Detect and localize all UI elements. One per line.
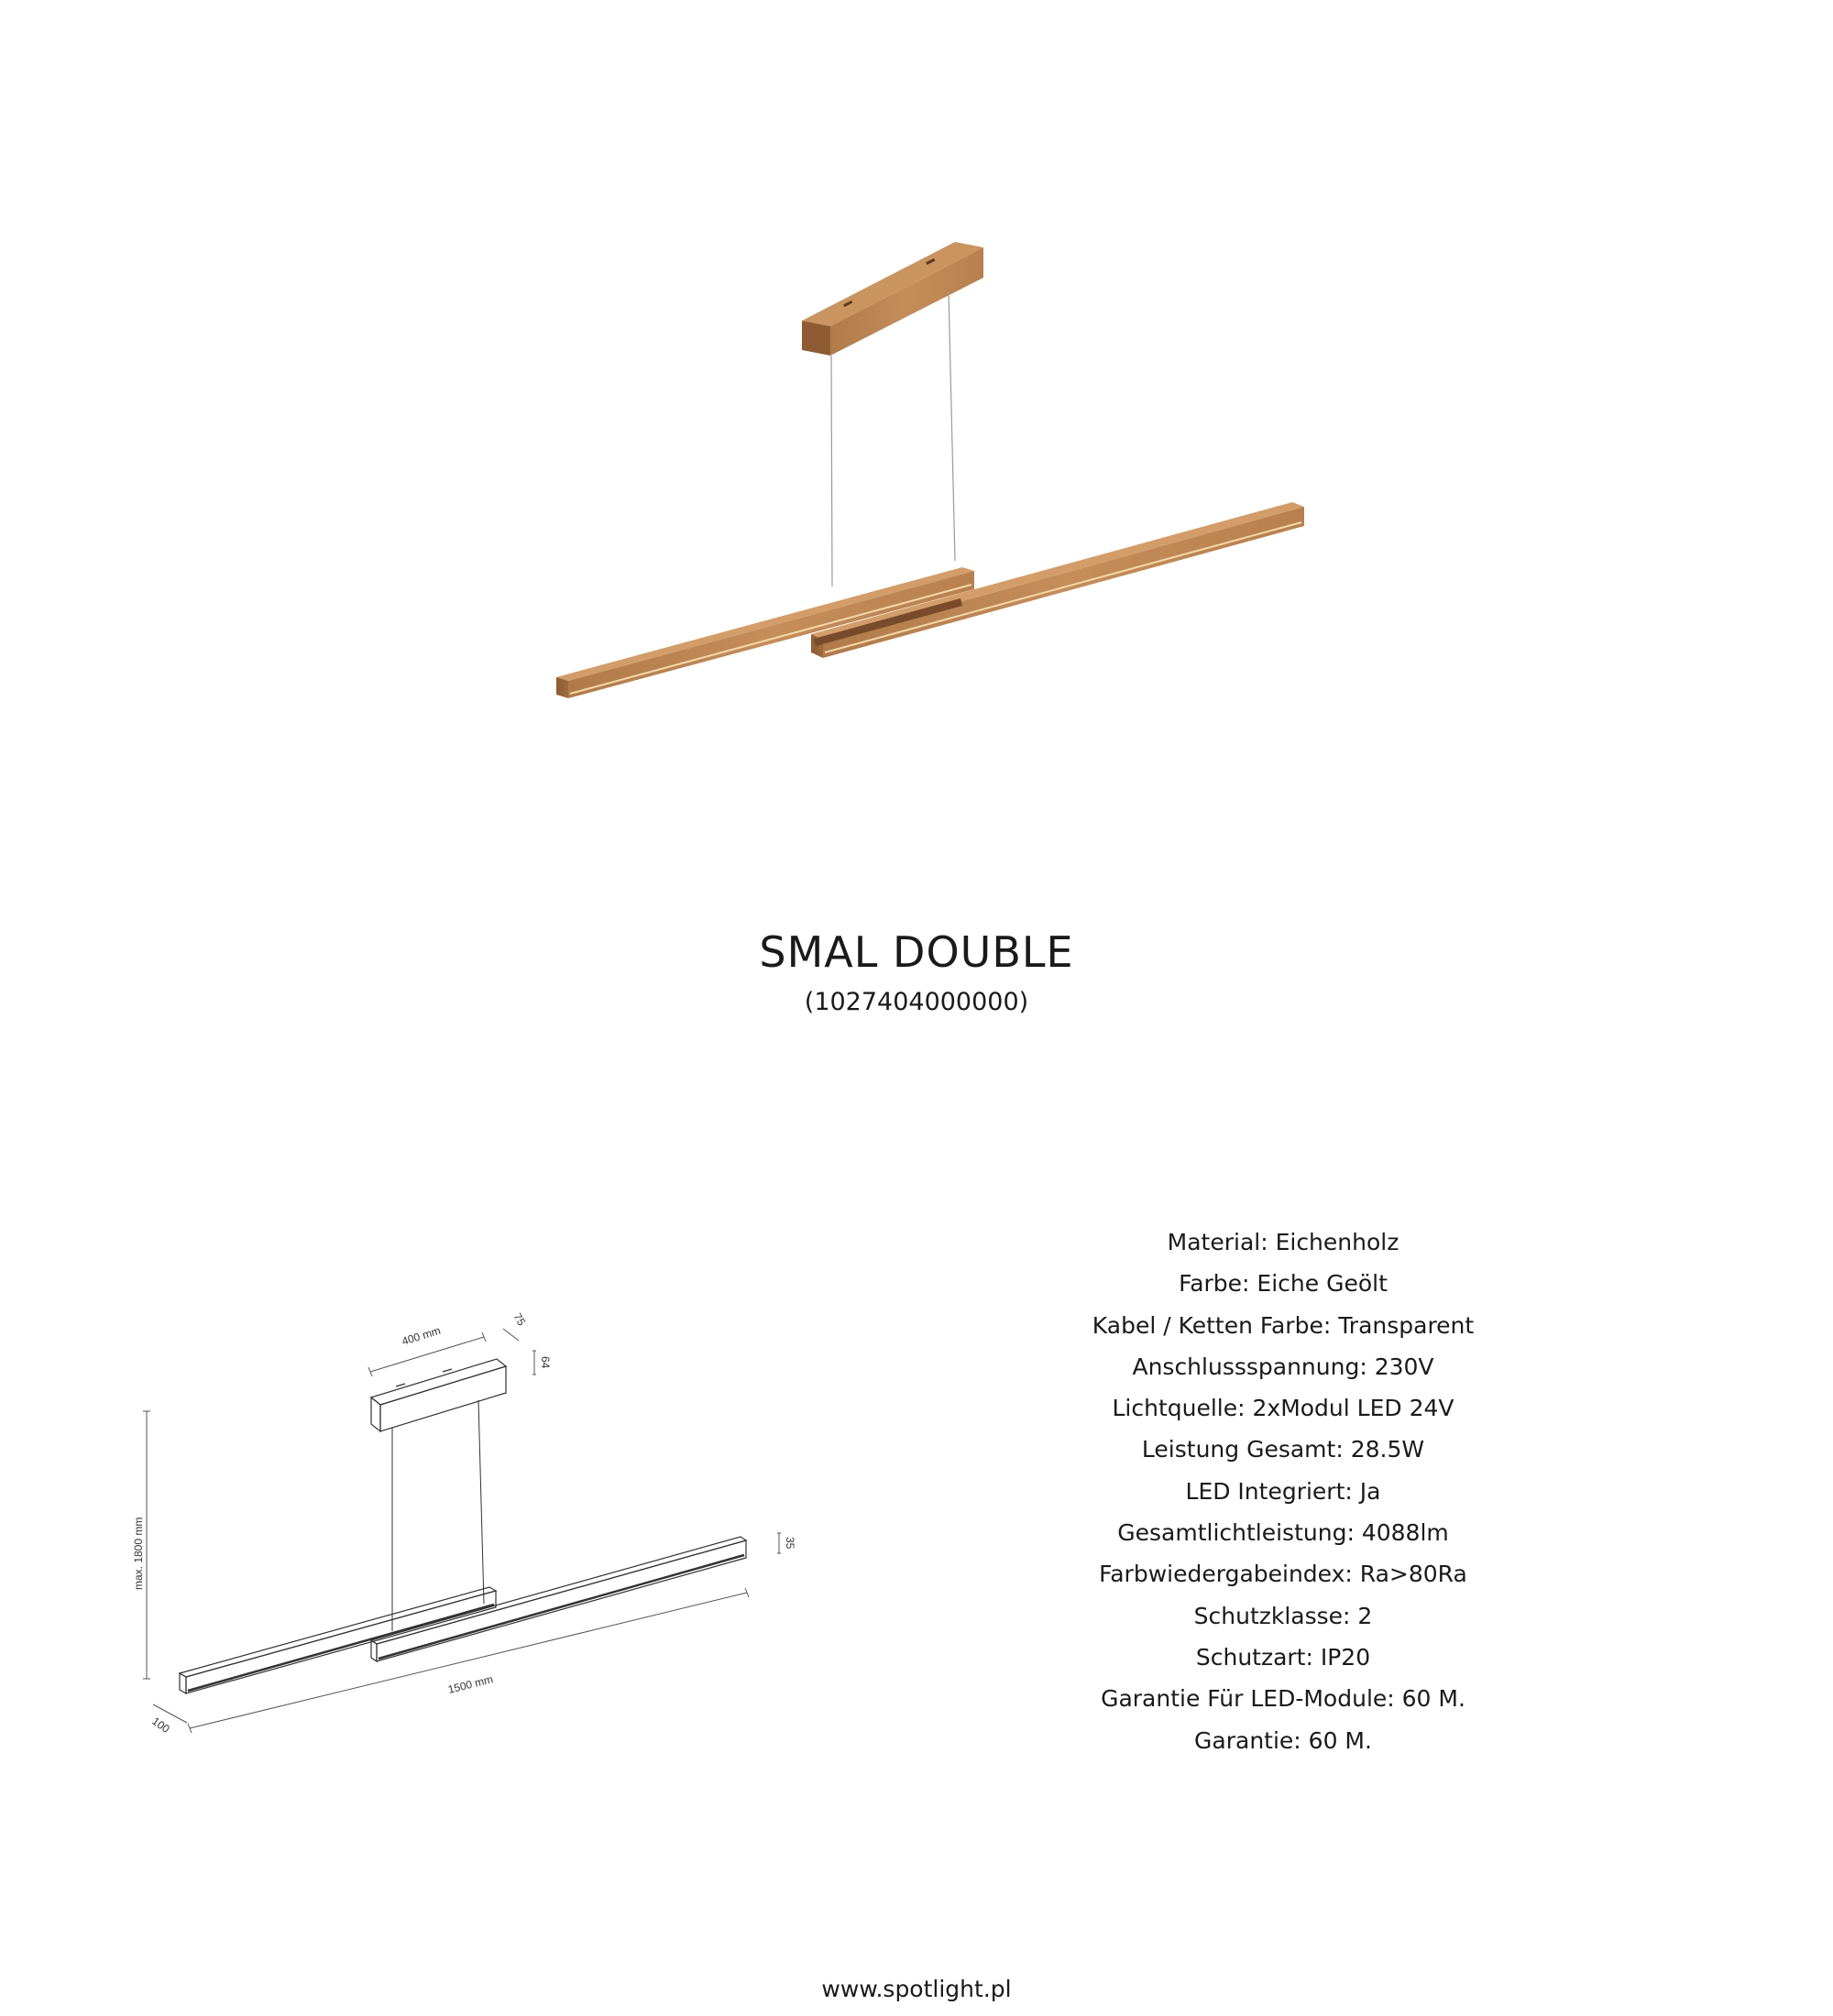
cable-left [831,356,832,586]
cable-right [949,291,955,561]
dim-length: 1500 mm [446,1672,495,1696]
spec-cri: Farbwiedergabeindex: Ra>80Ra [1099,1561,1467,1588]
light-bar-right [811,502,1304,658]
spec-ip-rating: Schutzart: IP20 [1195,1643,1371,1671]
spec-luminous-flux: Gesamtlichtleistung: 4088lm [1117,1519,1449,1547]
technical-drawing [119,1292,825,1750]
spec-power: Leistung Gesamt: 28.5W [1141,1436,1425,1463]
spec-color: Farbe: Eiche Geölt [1179,1270,1388,1298]
spec-light-source: Lichtquelle: 2xModul LED 24V [1112,1395,1454,1422]
canopy [802,242,983,356]
dim-canopy-height: 64 [539,1356,552,1369]
website-link[interactable]: www.spotlight.pl [821,1976,1012,2002]
dim-bar-height: 35 [784,1537,796,1550]
dim-canopy-depth: 75 [510,1310,529,1329]
drawing-canopy [371,1359,506,1431]
product-code: (1027404000000) [804,988,1029,1016]
drawing-bar-left [180,1587,496,1693]
drawing-bar-right [371,1537,746,1661]
product-title: SMAL DOUBLE [759,927,1074,977]
spec-list [1017,1222,1549,1761]
spec-led-integrated: LED Integriert: Ja [1185,1477,1381,1505]
spec-warranty: Garantie: 60 M. [1194,1726,1372,1754]
dim-bar-depth: 100 [149,1714,172,1736]
spec-material: Material: Eichenholz [1167,1229,1399,1255]
spec-cable-color: Kabel / Ketten Farbe: Transparent [1092,1311,1475,1339]
product-photo [532,229,1311,706]
spec-protection-class: Schutzklasse: 2 [1193,1602,1373,1629]
spec-led-warranty: Garantie Für LED-Module: 60 M. [1101,1685,1465,1713]
dim-canopy-width: 400 mm [400,1323,443,1348]
spec-voltage: Anschlussspannung: 230V [1132,1353,1434,1380]
dim-max-height: max. 1800 mm [132,1517,145,1590]
